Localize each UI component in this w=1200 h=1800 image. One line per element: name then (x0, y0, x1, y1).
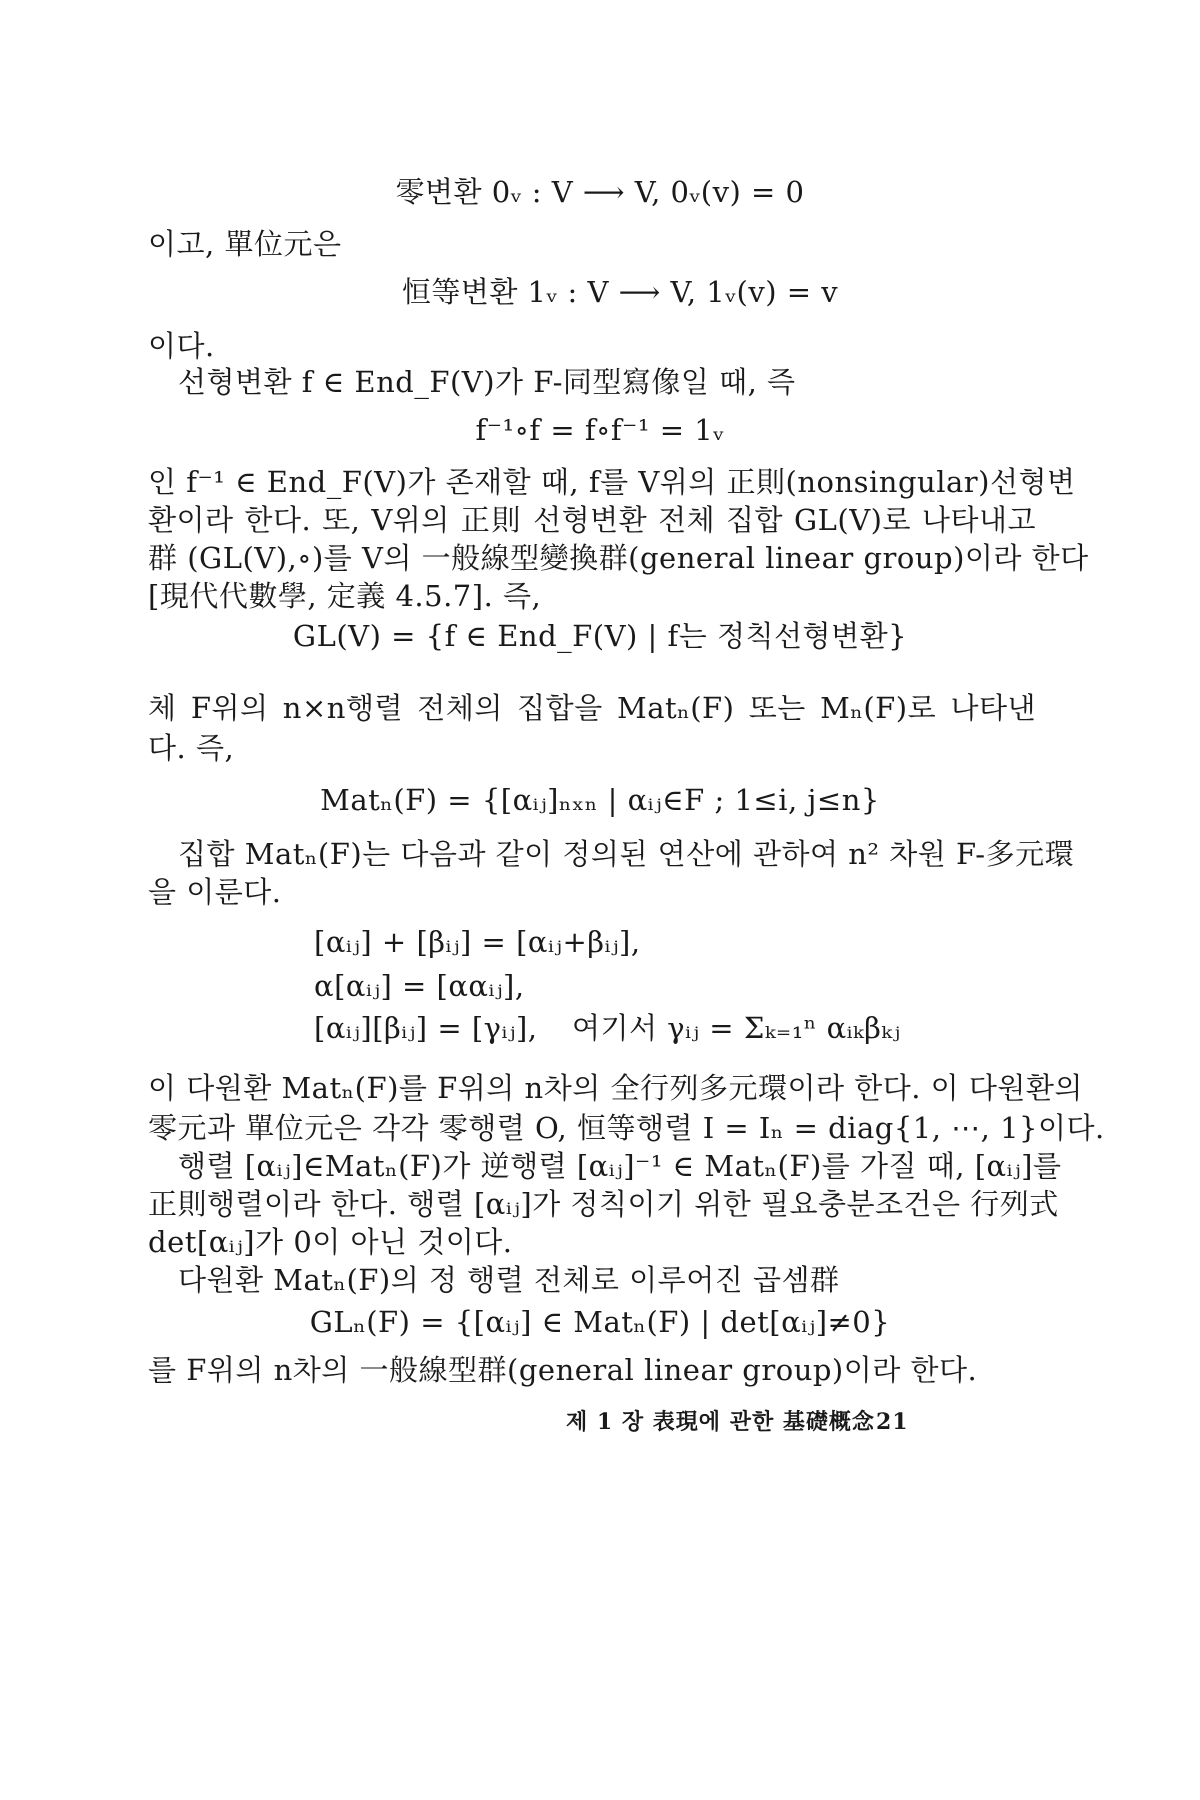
text-line: 환이라 한다. 또, V위의 正則 선형변환 전체 집합 GL(V)로 나타내고 (148, 503, 1036, 537)
page-number: 21 (876, 1409, 909, 1435)
text-line: 이다. (148, 329, 215, 363)
equation-scalar: α[αᵢⱼ] = [ααᵢⱼ], (314, 969, 525, 1003)
text-line: 群 (GL(V),∘)를 V의 一般線型變換群(general linear group)이라 한다 (148, 541, 1089, 575)
equation-inverse: f⁻¹∘f = f∘f⁻¹ = 1ᵥ (475, 413, 725, 447)
text-line: 선형변환 f ∈ End_F(V)가 F-同型寫像일 때, 즉 (178, 365, 796, 399)
equation-gl-v: GL(V) = {f ∈ End_F(V) | f는 정칙선형변환} (292, 619, 908, 653)
text-line: 인 f⁻¹ ∈ End_F(V)가 존재할 때, f를 V위의 正則(nonsingular)선형변 (148, 465, 1076, 499)
text-line: 을 이룬다. (148, 875, 282, 909)
equation-gl-n: GLₙ(F) = {[αᵢⱼ] ∈ Matₙ(F) | det[αᵢⱼ]≠0} (309, 1305, 891, 1339)
text-line: 집합 Matₙ(F)는 다음과 같이 정의된 연산에 관하여 n² 차원 F-多元環 (178, 837, 1075, 871)
text-line: 零元과 單位元은 각각 零행렬 O, 恒等행렬 I = Iₙ = diag{1, ⋯, 1}이다. (148, 1111, 1105, 1145)
text-line: 체 F위의 n×n행렬 전체의 집합을 Matₙ(F) 또는 Mₙ(F)로 나타낸 (148, 691, 1036, 725)
text-line: 다. 즉, (148, 731, 235, 765)
text-line: 다원환 Matₙ(F)의 정 행렬 전체로 이루어진 곱셈群 (178, 1263, 840, 1297)
equation-gamma-definition: 여기서 γᵢⱼ = Σₖ₌₁ⁿ αᵢₖβₖⱼ (572, 1011, 901, 1045)
text-line: [現代代數學, 定義 4.5.7]. 즉, (148, 579, 542, 613)
equation-mat-n: Matₙ(F) = {[αᵢⱼ]ₙₓₙ | αᵢⱼ∈F ; 1≤i, j≤n} (320, 783, 880, 817)
text-line: 正則행렬이라 한다. 행렬 [αᵢⱼ]가 정칙이기 위한 필요충분조건은 行列式 (148, 1187, 1059, 1221)
text-line: det[αᵢⱼ]가 0이 아닌 것이다. (148, 1225, 513, 1259)
text-line: 행렬 [αᵢⱼ]∈Matₙ(F)가 逆행렬 [αᵢⱼ]⁻¹ ∈ Matₙ(F)를 가질 때, [αᵢⱼ]를 (178, 1149, 1062, 1183)
text-line: 이고, 單位元은 (148, 227, 342, 261)
running-footer-chapter: 제 1 장 表現에 관한 基礎概念 (566, 1409, 875, 1435)
equation-identity-transform: 恒等변환 1ᵥ : V ⟶ V, 1ᵥ(v) = v (401, 275, 839, 309)
equation-product: [αᵢⱼ][βᵢⱼ] = [γᵢⱼ], (314, 1011, 538, 1045)
text-line: 이 다원환 Matₙ(F)를 F위의 n차의 全行列多元環이라 한다. 이 다원환의 (148, 1071, 1083, 1105)
equation-zero-transform: 零변환 0ᵥ : V ⟶ V, 0ᵥ(v) = 0 (395, 175, 805, 209)
text-line: 를 F위의 n차의 一般線型群(general linear group)이라 한다. (148, 1353, 978, 1387)
equation-addition: [αᵢⱼ] + [βᵢⱼ] = [αᵢⱼ+βᵢⱼ], (314, 925, 641, 959)
